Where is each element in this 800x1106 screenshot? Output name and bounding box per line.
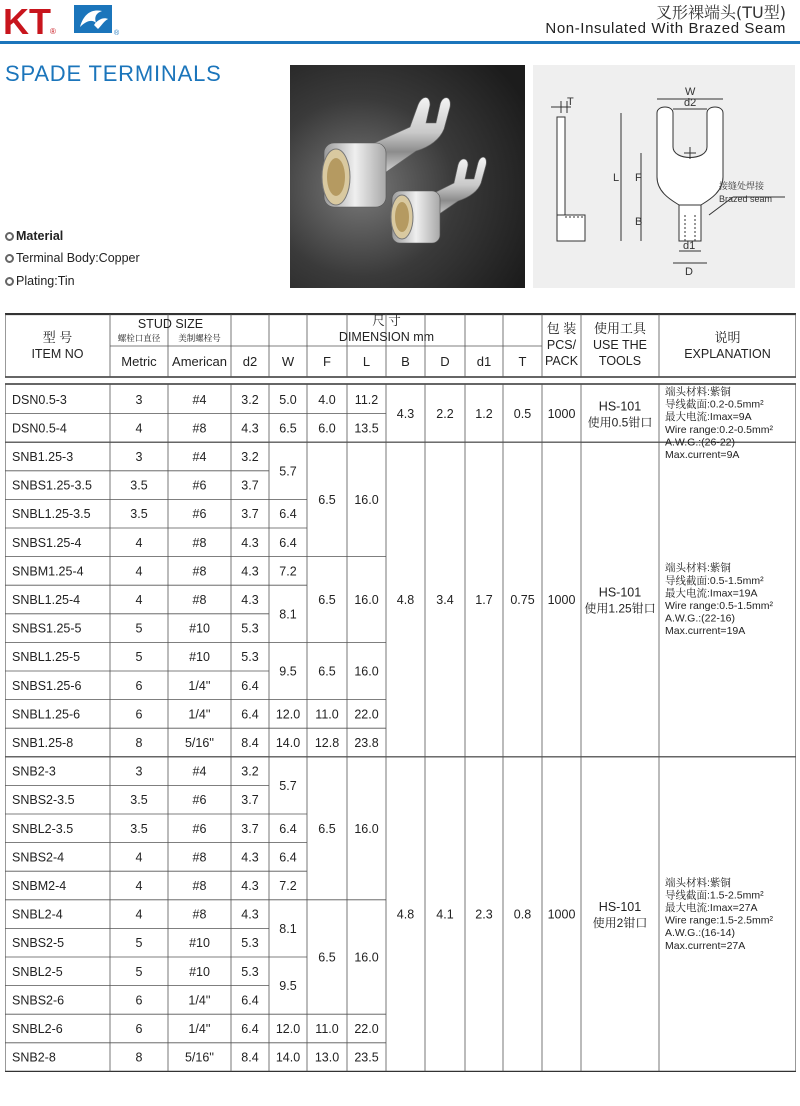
stud-metric: 4 [135, 907, 143, 922]
header-col-d2: d2 [242, 354, 258, 369]
dim-f: 6.5 [318, 821, 336, 836]
svg-text:接缝处焊接: 接缝处焊接 [719, 182, 765, 192]
dim-l: 16.0 [354, 821, 379, 836]
explanation-line: Wire range:1.5-2.5mm² [665, 914, 773, 927]
dim-l: 22.0 [354, 707, 379, 722]
dim-pack: 1000 [547, 407, 576, 422]
stud-metric: 3 [135, 450, 143, 464]
stud-metric: 3.5 [130, 478, 148, 493]
dim-w: 9.5 [279, 979, 297, 994]
stud-american: #8 [192, 907, 207, 922]
dim-w: 7.2 [279, 879, 297, 893]
header-dimension-en: DIMENSION mm [338, 330, 435, 344]
explanation-line: 最大电流:Imax=19A [665, 587, 758, 600]
item-number: SNB1.25-8 [12, 736, 74, 750]
dim-f: 11.0 [315, 707, 339, 722]
stud-american: #8 [192, 421, 207, 436]
header-col-W: W [281, 354, 295, 369]
svg-text:T: T [567, 96, 574, 108]
item-number: SNBL1.25-5 [12, 650, 81, 665]
dim-d: 4.1 [436, 907, 454, 922]
stud-metric: 8 [135, 1050, 143, 1065]
item-number: SNBS1.25-5 [12, 621, 82, 636]
explanation-line: A.W.G.:(26-22) [665, 436, 736, 449]
dim-f: 6.0 [318, 421, 336, 436]
spec-body: Terminal Body:Copper [5, 251, 140, 265]
dim-l: 16.0 [354, 492, 379, 507]
stud-metric: 8 [135, 736, 143, 750]
stud-metric: 5 [135, 621, 143, 636]
dim-l: 23.5 [354, 1050, 379, 1065]
dim-b: 4.8 [396, 907, 415, 922]
header-metric: Metric [121, 354, 157, 369]
stud-metric: 5 [135, 650, 143, 665]
dim-d2: 3.7 [241, 478, 259, 493]
header-stud-cn-american: 美制螺栓号 [178, 333, 221, 343]
svg-text:d2: d2 [684, 97, 697, 109]
stud-metric: 6 [135, 678, 143, 693]
dim-w: 6.4 [279, 535, 297, 550]
stud-metric: 6 [135, 1022, 143, 1036]
dim-w: 12.0 [275, 707, 301, 722]
stud-american: #4 [192, 450, 207, 464]
header-stud-cn-metric: 螺栓口直径 [117, 333, 161, 343]
dim-d2: 4.3 [241, 564, 259, 579]
stud-american: #8 [192, 535, 207, 550]
explanation-line: Max.current=19A [665, 625, 746, 638]
tool-model: HS-101 [598, 585, 642, 600]
svg-text:®: ® [114, 30, 120, 37]
explanation-line: 端头材料:紫铜 [665, 876, 731, 889]
dim-b: 4.3 [396, 407, 415, 422]
stud-metric: 3.5 [130, 507, 148, 522]
svg-text:KT: KT [3, 3, 51, 39]
stud-metric: 6 [135, 707, 143, 722]
dim-pack: 1000 [547, 907, 576, 922]
dim-t: 0.75 [510, 593, 535, 607]
explanation-line: 导线截面:0.5-1.5mm² [665, 574, 764, 587]
dim-w: 8.1 [279, 607, 297, 622]
explanation-line: 导线截面:1.5-2.5mm² [665, 889, 764, 902]
explanation-line: Max.current=9A [665, 449, 740, 461]
item-number: SNBL2-3.5 [12, 821, 74, 836]
registered-mark: ® [50, 27, 56, 36]
item-number: SNBL2-6 [12, 1022, 63, 1036]
stud-metric: 3 [135, 392, 143, 407]
stud-american: #8 [192, 850, 207, 865]
stud-american: 1/4'' [188, 707, 211, 722]
header-col-L: L [362, 354, 371, 369]
dim-f: 4.0 [318, 392, 336, 407]
dim-d2: 8.4 [241, 1050, 259, 1065]
explanation-line: 最大电流:Imax=9A [665, 411, 752, 424]
dim-d2: 5.3 [241, 964, 259, 979]
spec-table-grid [5, 313, 796, 1104]
dim-f: 6.5 [318, 950, 336, 965]
dim-d2: 6.4 [241, 993, 259, 1008]
stud-american: #10 [189, 936, 210, 951]
dim-w: 12.0 [275, 1022, 301, 1036]
dim-d2: 3.7 [241, 821, 259, 836]
dim-w: 8.1 [279, 921, 297, 936]
header-tools-en: TOOLS [598, 354, 642, 368]
stud-metric: 3 [135, 764, 143, 779]
dim-t: 0.8 [513, 907, 532, 922]
header-pack-en: PACK [544, 354, 579, 368]
dim-d: 3.4 [436, 593, 454, 607]
explanation-line: 端头材料:紫铜 [665, 562, 731, 575]
tool-jaw: 使用2钳口 [592, 916, 648, 931]
explanation-line: A.W.G.:(22-16) [665, 612, 736, 625]
dim-d2: 4.3 [241, 879, 259, 893]
item-number: SNBS2-6 [12, 993, 65, 1008]
item-number: SNBL1.25-6 [12, 707, 81, 722]
item-number: SNB2-8 [12, 1050, 56, 1065]
tool-model: HS-101 [598, 399, 642, 414]
header-american: American [172, 354, 227, 369]
dim-d1: 1.2 [475, 407, 493, 422]
dim-d1: 1.7 [475, 593, 493, 607]
stud-american: #6 [192, 821, 207, 836]
header-explanation-cn: 说明 [714, 330, 741, 345]
dim-d2: 6.4 [241, 1022, 259, 1036]
dim-f: 13.0 [314, 1050, 340, 1065]
dim-w: 5.7 [279, 464, 297, 479]
dim-f: 6.5 [318, 492, 336, 507]
dim-l: 13.5 [354, 421, 379, 436]
dim-w: 9.5 [279, 664, 297, 679]
dim-w: 14.0 [275, 1050, 301, 1065]
dim-d2: 3.2 [241, 392, 259, 407]
item-number: SNBL1.25-4 [12, 593, 81, 607]
header-tools-en: USE THE [593, 338, 647, 352]
item-number: SNBS2-4 [12, 850, 65, 865]
stud-metric: 4 [135, 593, 143, 607]
item-number: SNBS2-3.5 [12, 793, 75, 808]
dim-t: 0.5 [513, 407, 532, 422]
explanation-line: 端头材料:紫铜 [665, 386, 731, 398]
item-number: SNB1.25-3 [12, 450, 74, 464]
stud-metric: 6 [135, 993, 143, 1008]
explanation-line: Max.current=27A [665, 939, 746, 952]
explanation-line: A.W.G.:(16-14) [665, 927, 736, 940]
item-number: SNBL1.25-3.5 [12, 507, 91, 522]
item-number: SNBS1.25-3.5 [12, 478, 92, 493]
tool-model: HS-101 [598, 900, 642, 915]
product-photo [290, 65, 525, 288]
item-number: SNBL2-5 [12, 964, 63, 979]
item-number: SNBM1.25-4 [12, 564, 84, 579]
dim-f: 12.8 [314, 736, 340, 750]
stud-american: 5/16'' [184, 1050, 215, 1065]
dim-w: 7.2 [279, 564, 297, 579]
explanation-line: Wire range:0.5-1.5mm² [665, 600, 773, 612]
dim-b: 4.8 [396, 593, 415, 607]
svg-text:L: L [613, 172, 620, 184]
spec-table [5, 313, 796, 1104]
technical-drawing [533, 65, 795, 288]
dim-w: 6.4 [279, 850, 297, 865]
stud-metric: 4 [135, 564, 143, 579]
dim-w: 5.0 [279, 392, 297, 407]
dim-d2: 5.3 [241, 621, 259, 636]
stud-american: 1/4'' [188, 1022, 211, 1036]
dim-d2: 6.4 [241, 707, 259, 722]
header-col-B: B [401, 354, 410, 369]
stud-american: 5/16'' [184, 736, 215, 750]
header-col-F: F [323, 354, 331, 369]
dim-d2: 4.3 [241, 535, 259, 550]
svg-text:Brazed seam: Brazed seam [719, 194, 773, 204]
stud-american: #8 [192, 564, 207, 579]
stud-american: #4 [192, 764, 207, 779]
item-number: SNBS2-5 [12, 936, 65, 951]
dim-d: 2.2 [436, 407, 454, 422]
item-number: SNBM2-4 [12, 879, 67, 893]
header-divider [0, 41, 800, 44]
dim-l: 11.2 [354, 392, 379, 407]
explanation-line: 导线截面:0.2-0.5mm² [665, 398, 764, 411]
header-col-D: D [440, 354, 450, 369]
svg-text:B: B [635, 216, 643, 228]
tool-jaw: 使用0.5钳口 [587, 415, 653, 430]
spec-plating: Plating:Tin [5, 274, 75, 288]
stud-metric: 4 [135, 879, 143, 893]
stud-metric: 5 [135, 964, 143, 979]
dim-d2: 6.4 [241, 678, 259, 693]
dim-w: 6.5 [279, 421, 297, 436]
dim-d2: 4.3 [241, 850, 259, 865]
stud-american: #6 [192, 793, 207, 808]
section-title: SPADE TERMINALS [5, 61, 222, 86]
dim-d2: 4.3 [241, 907, 259, 922]
stud-metric: 5 [135, 936, 143, 951]
stud-american: #4 [192, 392, 207, 407]
item-number: DSN0.5-4 [12, 421, 67, 436]
bullet-icon [5, 254, 14, 263]
dim-d2: 4.3 [241, 421, 259, 436]
dim-d2: 4.3 [241, 593, 259, 607]
dim-l: 23.8 [354, 736, 379, 750]
stud-metric: 4 [135, 421, 143, 436]
header-col-T: T [518, 354, 527, 369]
svg-text:d1: d1 [683, 240, 696, 252]
header-dimension-cn: 尺 寸 [372, 314, 401, 328]
header-item-en: ITEM NO [31, 347, 84, 361]
item-number: SNB2-3 [12, 764, 56, 779]
bullet-icon [5, 277, 14, 286]
dim-f: 6.5 [318, 664, 336, 679]
dim-f: 6.5 [318, 593, 336, 607]
bullet-icon [5, 232, 14, 241]
dim-w: 14.0 [275, 736, 301, 750]
dim-l: 22.0 [354, 1022, 379, 1036]
svg-text:F: F [635, 172, 642, 184]
stud-american: #10 [189, 964, 210, 979]
stud-american: 1/4'' [188, 993, 211, 1008]
header-pack-cn: 包 装 [546, 321, 577, 336]
stud-american: #8 [192, 593, 207, 607]
header-explanation-en: EXPLANATION [684, 347, 771, 361]
stud-american: 1/4'' [188, 678, 211, 693]
dim-d2: 3.7 [241, 793, 259, 808]
dim-f: 11.0 [315, 1022, 339, 1036]
dim-d2: 8.4 [241, 736, 259, 750]
stud-american: #10 [189, 650, 210, 665]
item-number: SNBS1.25-6 [12, 678, 82, 693]
dim-d2: 5.3 [241, 650, 259, 665]
header-tools-cn: 使用工具 [593, 321, 647, 336]
dim-l: 16.0 [354, 593, 379, 607]
dim-d2: 3.2 [241, 764, 259, 779]
header-title-cn: 叉形裸端头(TU型) [656, 3, 786, 22]
dim-w: 5.7 [279, 778, 297, 793]
stud-american: #6 [192, 478, 207, 493]
dim-d2: 5.3 [241, 936, 259, 951]
svg-text:W: W [685, 86, 696, 98]
item-number: DSN0.5-3 [12, 392, 67, 407]
explanation-line: Wire range:0.2-0.5mm² [665, 423, 773, 436]
bird-logo [72, 3, 122, 37]
dim-l: 16.0 [354, 950, 379, 965]
item-number: SNBS1.25-4 [12, 535, 82, 550]
dim-w: 6.4 [279, 507, 297, 522]
stud-american: #10 [189, 621, 210, 636]
tool-jaw: 使用1.25钳口 [584, 601, 656, 616]
stud-metric: 4 [135, 535, 143, 550]
dim-l: 16.0 [354, 664, 379, 679]
dim-d2: 3.7 [241, 507, 259, 522]
item-number: SNBL2-4 [12, 907, 63, 922]
stud-metric: 3.5 [130, 821, 148, 836]
header-item-cn: 型 号 [42, 330, 73, 345]
dim-w: 6.4 [279, 821, 297, 836]
stud-metric: 3.5 [130, 793, 148, 808]
spec-material: Material [5, 229, 63, 243]
dim-d2: 3.2 [241, 450, 259, 464]
svg-text:D: D [685, 266, 693, 278]
explanation-line: 最大电流:Imax=27A [665, 902, 758, 914]
header-pack-en: PCS/ [546, 338, 577, 352]
stud-metric: 4 [135, 850, 143, 865]
stud-american: #6 [192, 507, 207, 522]
stud-american: #8 [192, 879, 207, 893]
header-col-d1: d1 [476, 354, 492, 369]
dim-d1: 2.3 [475, 907, 493, 922]
header-stud-size: STUD SIZE [137, 317, 204, 331]
header-title-en: Non-Insulated With Brazed Seam [545, 20, 786, 37]
dim-pack: 1000 [547, 593, 576, 607]
